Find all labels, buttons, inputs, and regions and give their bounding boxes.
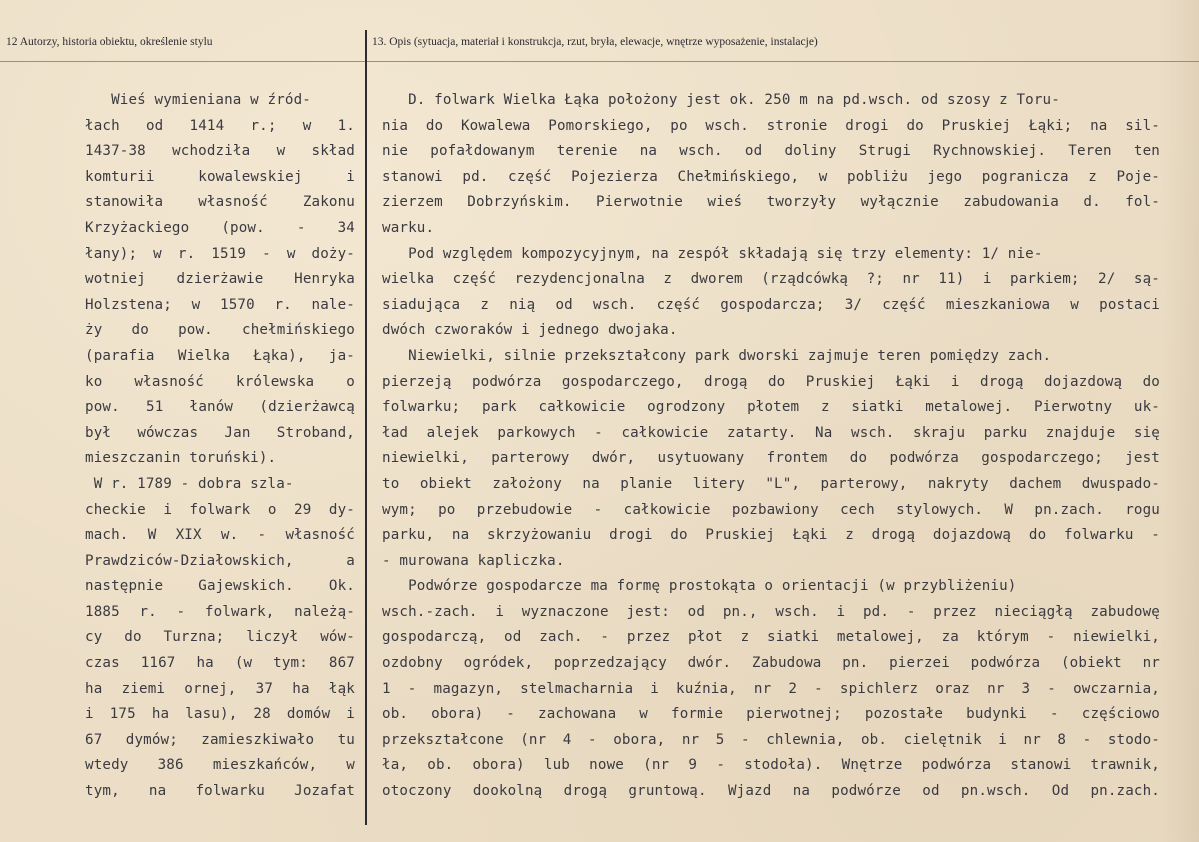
description-text-line: wym; po przebudowie - całkowicie pozbawiony cech stylowych. W pn.zach. rogu xyxy=(382,501,1160,518)
column-divider xyxy=(365,30,367,825)
description-text-line: wsch.-zach. i wyznaczone jest: od pn., wsch. i pd. - przez nieciągłą zabudowę xyxy=(382,603,1160,620)
description-text-line: siadująca z nią od wsch. część gospodarcza; 3/ część mieszkaniowa w postaci xyxy=(382,296,1160,313)
description-text-line: wielka część rezydencjonalna z dworem (rządcówką ?; nr 11) i parkiem; 2/ są- xyxy=(382,271,1160,288)
history-text-line: i 175 ha lasu), 28 domów i xyxy=(85,706,355,723)
description-text-line: folwarku; park całkowicie ogrodzony płotem z siatki metalowej. Pierwotny uk- xyxy=(382,399,1160,416)
description-text-line: ozdobny ogródek, poprzedzający dwór. Zabudowa pn. pierzei podwórza (obiekt nr xyxy=(382,655,1160,672)
history-text-line: ha ziemi ornej, 37 ha łąk xyxy=(85,680,355,697)
description-text-line: - murowana kapliczka. xyxy=(382,552,565,569)
history-text-line: ko własność królewska o xyxy=(85,373,355,390)
history-text-line: stanowiła własność Zakonu xyxy=(85,194,355,211)
description-text-line: pierzeją podwórza gospodarczego, drogą do Pruskiej Łąki i drogą dojazdową do xyxy=(382,373,1160,390)
description-text-line: stanowi pd. część Pojezierza Chełmińskiego, w pobliżu jego pogranicza z Poje- xyxy=(382,168,1160,185)
history-text-line: czas 1167 ha (w tym: 867 xyxy=(85,655,355,672)
history-text-line: tym, na folwarku Jozafat xyxy=(85,783,355,800)
description-text-line: Niewielki, silnie przekształcony park dworski zajmuje teren pomiędzy zach. xyxy=(382,347,1052,364)
header-description: 13. Opis (sytuacja, materiał i konstrukcja, rzut, bryła, elewacje, wnętrze wyposażenie, instalacje) xyxy=(372,36,818,48)
history-text-line: checkie i folwark o 29 dy- xyxy=(85,501,355,518)
history-text-line: pow. 51 łanów (dzierżawcą xyxy=(85,399,355,416)
history-text-line: 1885 r. - folwark, należą- xyxy=(85,603,355,620)
header-divider xyxy=(0,61,1199,62)
history-text-line: komturii kowalewskiej i xyxy=(85,168,355,185)
history-text-line: Prawdziców-Działowskich, a xyxy=(85,552,355,569)
description-text-line: 1 - magazyn, stelmacharnia i kuźnia, nr 2 - spichlerz oraz nr 3 - owczarnia, xyxy=(382,680,1160,697)
description-text-line: otoczony dookolną drogą gruntową. Wjazd na podwórze od pn.wsch. Od pn.zach. xyxy=(382,783,1160,800)
history-text-line: następnie Gajewskich. Ok. xyxy=(85,578,355,595)
history-text-line: łach od 1414 r.; w 1. xyxy=(85,117,355,134)
description-text-line: nia do Kowalewa Pomorskiego, po wsch. stronie drogi do Pruskiej Łąki; na sil- xyxy=(382,117,1160,134)
history-text-line: mach. W XIX w. - własność xyxy=(85,527,355,544)
history-text-line: łany); w r. 1519 - w doży- xyxy=(85,245,355,262)
history-text-line: wotniej dzierżawie Henryka xyxy=(85,271,355,288)
history-text-line: cy do Turzna; liczył wów- xyxy=(85,629,355,646)
history-column xyxy=(85,88,355,805)
description-text-line: ład alejek parkowych - całkowicie zatarty. Na wsch. skraju parku znajduje się xyxy=(382,424,1160,441)
description-column xyxy=(382,88,1160,805)
history-text-line: W r. 1789 - dobra szla- xyxy=(85,475,294,492)
description-text-line: gospodarczą, od zach. - przez płot z siatki metalowej, za którym - niewielki, xyxy=(382,629,1160,646)
page-edge-shade xyxy=(1161,0,1199,842)
description-text-line: zierzem Dobrzyńskim. Pierwotnie wieś tworzyły wyłącznie zabudowania d. fol- xyxy=(382,194,1160,211)
description-text-line: ob. obora) - zachowana w formie pierwotnej; pozostałe budynki - częściowo xyxy=(382,706,1160,723)
description-text-line: Podwórze gospodarcze ma formę prostokąta o orientacji (w przybliżeniu) xyxy=(382,578,1017,595)
history-text-line: wtedy 386 mieszkańców, w xyxy=(85,757,355,774)
description-text-line: D. folwark Wielka Łąka położony jest ok. 250 m na pd.wsch. od szosy z Toru- xyxy=(382,92,1060,108)
description-text-line: to obiekt założony na planie litery "L", parterowy, nakryty dachem dwuspado- xyxy=(382,475,1160,492)
history-text-line: mieszczanin toruński). xyxy=(85,450,277,467)
description-text-line: dwóch czworaków i jednego dwojaka. xyxy=(382,322,678,339)
history-text-line: 67 dymów; zamieszkiwało tu xyxy=(85,731,355,748)
history-text-line: ży do pow. chełmińskiego xyxy=(85,322,355,339)
description-text-line: warku. xyxy=(382,219,435,236)
history-text-line: Holzstena; w 1570 r. nale- xyxy=(85,296,355,313)
description-text-line: parku, na skrzyżowaniu drogi do Pruskiej Łąki z drogą dojazdową do folwarku - xyxy=(382,527,1160,544)
history-text-line: (parafia Wielka Łąka), ja- xyxy=(85,347,355,364)
history-text-line: 1437-38 wchodziła w skład xyxy=(85,143,355,160)
history-text-line: Wieś wymieniana w źród- xyxy=(85,92,311,108)
history-text-line: był wówczas Jan Stroband, xyxy=(85,424,355,441)
description-text-line: przekształcone (nr 4 - obora, nr 5 - chlewnia, ob. cielętnik i nr 8 - stodo- xyxy=(382,731,1160,748)
history-text-line: Krzyżackiego (pow. - 34 xyxy=(85,219,355,236)
description-text-line: niewielki, parterowy dwór, usytuowany frontem do podwórza gospodarczego; jest xyxy=(382,450,1160,467)
header-authors-history: 12 Autorzy, historia obiektu, określenie stylu xyxy=(6,36,213,48)
description-text-line: ła, ob. obora) lub nowe (nr 9 - stodoła). Wnętrze podwórza stanowi trawnik, xyxy=(382,757,1160,774)
description-text-line: nie pofałdowanym terenie na wsch. od doliny Strugi Rychnowskiej. Teren ten xyxy=(382,143,1160,160)
description-text-line: Pod względem kompozycyjnym, na zespół składają się trzy elementy: 1/ nie- xyxy=(382,245,1043,262)
